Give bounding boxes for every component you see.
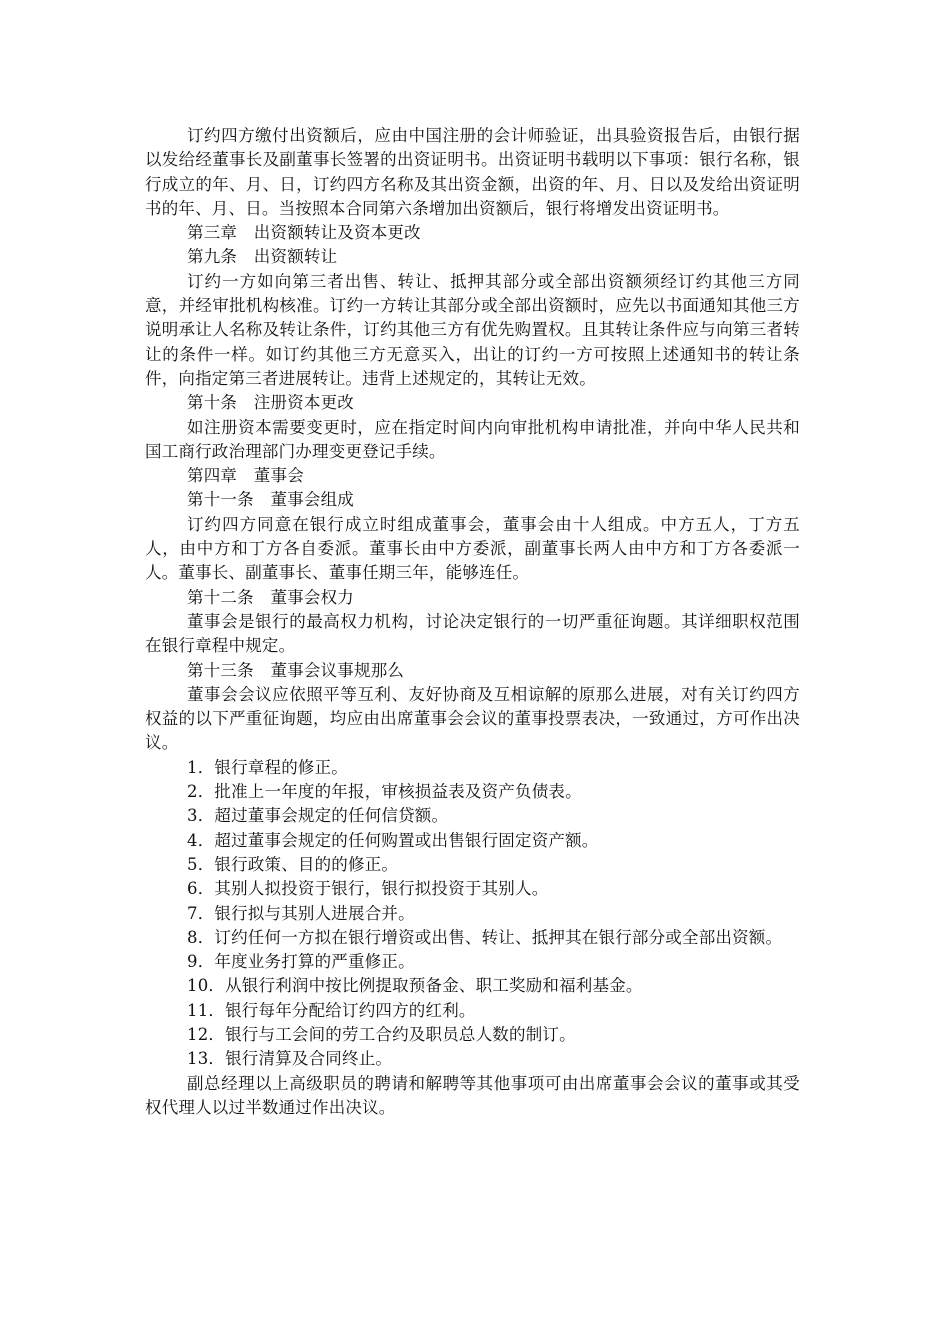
list-item: 8．订约任何一方拟在银行增资或出售、转让、抵押其在银行部分或全部出资额。 (187, 927, 783, 947)
list-item: 3．超过董事会规定的任何信贷额。 (187, 806, 449, 826)
paragraph-board-procedure: 董事会会议应依照平等互利、友好协商及互相谅解的原那么进展，对有关订约四方权益的以下严重征询题，均应由出席董事会会议的董事投票表决，一致通过，方可作出决议。 (145, 684, 800, 753)
list-item: 7．银行拟与其别人进展合并。 (187, 903, 415, 923)
article-heading-13: 第十三条 董事会议事规那么 (187, 660, 405, 680)
article-heading-11: 第十一条 董事会组成 (187, 490, 354, 510)
paragraph-senior-staff: 副总经理以上高级职员的聘请和解聘等其他事项可由出席董事会会议的董事或其受权代理人以过半数通过作出决议。 (145, 1073, 800, 1117)
article-heading-9: 第九条 出资额转让 (187, 247, 338, 267)
list-item: 4．超过董事会规定的任何购置或出售银行固定资产额。 (187, 830, 599, 850)
list-item: 11．银行每年分配给订约四方的红利。 (187, 1000, 476, 1020)
list-item: 1．银行章程的修正。 (187, 757, 348, 777)
paragraph-board-composition: 订约四方同意在银行成立时组成董事会，董事会由十人组成。中方五人，丁方五人，由中方和丁方各自委派。董事长由中方委派，副董事长两人由中方和丁方各委派一人。董事长、副董事长、董事任期三年，能够连任。 (145, 514, 800, 583)
list-item: 12．银行与工会间的劳工合约及职员总人数的制订。 (187, 1024, 576, 1044)
chapter-heading-4: 第四章 董事会 (187, 466, 304, 486)
paragraph-board-powers: 董事会是银行的最高权力机构，讨论决定银行的一切严重征询题。其详细职权范围在银行章程中规定。 (145, 611, 800, 656)
article-heading-10: 第十条 注册资本更改 (187, 393, 354, 413)
list-item: 2．批准上一年度的年报，审核损益表及资产负债表。 (187, 782, 582, 802)
paragraph-transfer-rules: 订约一方如向第三者出售、转让、抵押其部分或全部出资额须经订约其他三方同意，并经审批机构核准。订约一方转让其部分或全部出资额时，应先以书面通知其他三方说明承让人名称及转让条件，订约其他三方有优先购置权。且其转让条件应与向第三者转让的条件一样。如订约其他三方无意买入，出让的订约一方可按照上述通知书的转让条件，向指定第三者进展转让。违背上述规定的，其转让无效。 (145, 271, 800, 388)
list-item: 9．年度业务打算的严重修正。 (187, 952, 415, 972)
document-body (145, 124, 800, 1120)
list-item: 10．从银行利润中按比例提取预备金、职工奖励和福利基金。 (187, 976, 643, 996)
chapter-heading-3: 第三章 出资额转让及资本更改 (187, 223, 421, 243)
paragraph-capital-change: 如注册资本需要变更时，应在指定时间内向审批机构申请批准，并向中华人民共和国工商行政治理部门办理变更登记手续。 (145, 417, 800, 461)
list-item: 5．银行政策、目的的修正。 (187, 854, 399, 874)
article-heading-12: 第十二条 董事会权力 (187, 587, 354, 607)
paragraph-capital-verification: 订约四方缴付出资额后，应由中国注册的会计师验证，出具验资报告后，由银行据以发给经董事长及副董事长签署的出资证明书。出资证明书载明以下事项：银行名称，银行成立的年、月、日，订约四方名称及其出资金额，出资的年、月、日以及发给出资证明书的年、月、日。当按照本合同第六条增加出资额后，银行将增发出资证明书。 (145, 126, 800, 218)
list-item: 6．其别人拟投资于银行，银行拟投资于其别人。 (187, 879, 549, 899)
list-item: 13．银行清算及合同终止。 (187, 1049, 393, 1069)
